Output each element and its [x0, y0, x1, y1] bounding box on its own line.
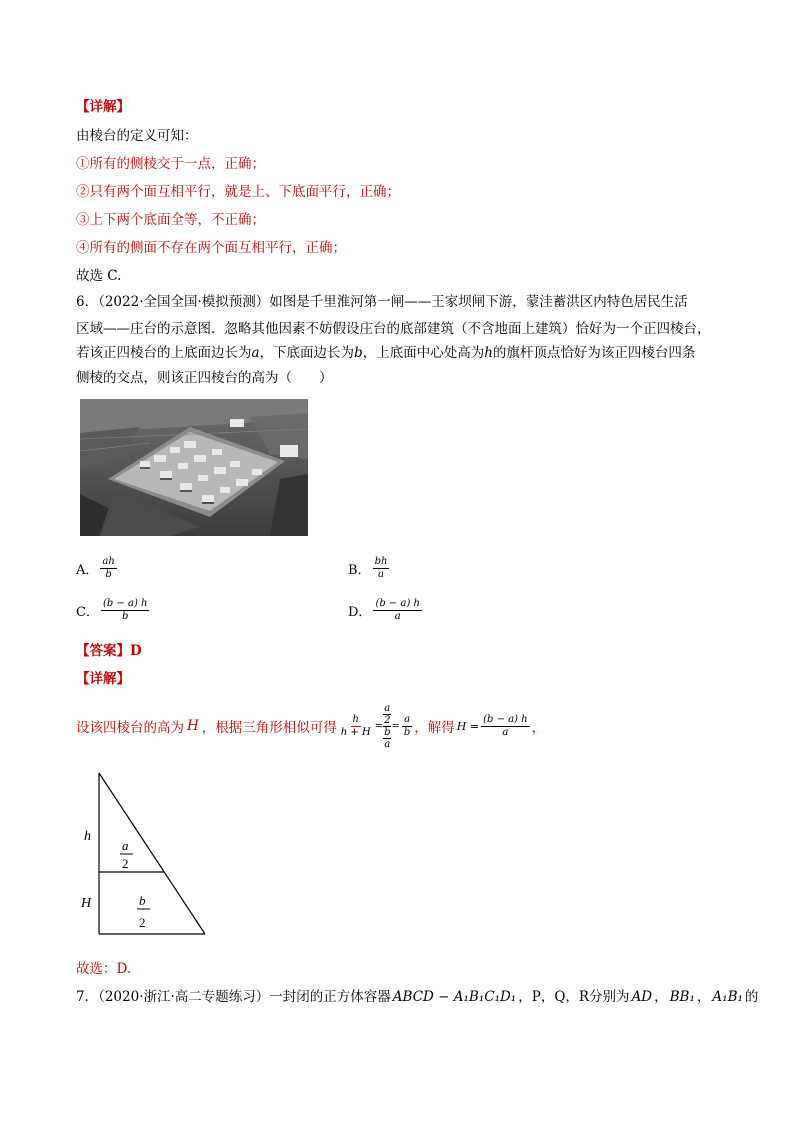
conclusion-2: 故选：D.: [76, 961, 132, 977]
question-6-line-4: 侧棱的交点，则该正四棱台的高为（ ）: [76, 370, 333, 386]
option-c-denominator: b: [122, 611, 129, 622]
hypotenuse: [99, 773, 205, 934]
solution-line: 设该四棱台的高为 H ，根据三角形相似可得 $\frac{h}{h + H}$ = a 2 b a = $\frac{a}{b}$ ，解得 H = $\frac{(b - a) h}{a}$ ，: [76, 702, 546, 750]
statement-3: ③上下两个底面全等，不正确；: [76, 212, 265, 228]
var-b: b: [354, 345, 363, 361]
option-d[interactable]: D． $\frac{(b - a) h}{a}$: [348, 598, 420, 622]
compound-fraction: a 2 b a: [384, 702, 391, 750]
detail-heading-1: 【详解】: [76, 99, 130, 115]
detail-intro: 由棱台的定义可知：: [76, 128, 198, 144]
var-h: h: [484, 345, 493, 361]
var-H: H: [187, 718, 199, 734]
upper-half-num: a: [122, 838, 129, 853]
option-c[interactable]: C． $\frac{(b - a) h}{b}$: [76, 598, 148, 622]
option-d-numerator: (b − a) h: [375, 598, 420, 609]
question-6-line-3: 若该正四棱台的上底面边长为a，下底面边长为b，上底面中心处高为h的旗杆顶点恰好为该正四棱台四条: [76, 345, 696, 361]
option-b-numerator: bh: [374, 556, 388, 567]
label-h: h: [84, 829, 91, 844]
option-a-denominator: b: [105, 569, 112, 580]
answer-label: 【答案】D: [76, 643, 142, 659]
statement-4: ④所有的侧面不存在两个面互相平行，正确；: [76, 240, 346, 256]
question-6-line-2: 区域——庄台的示意图．忽略其他因素不妨假设庄台的底部建筑（不含地面上建筑）恰好为一个正四棱台，: [76, 321, 711, 337]
option-a[interactable]: A． $\frac{ah}{b}$: [76, 556, 115, 580]
lower-half-den: 2: [139, 915, 146, 930]
similar-triangles-diagram: [76, 768, 216, 940]
option-a-numerator: ah: [102, 556, 115, 567]
lower-half-num: b: [139, 893, 146, 908]
label-H: H: [81, 896, 92, 911]
option-b-denominator: a: [378, 569, 384, 580]
option-d-denominator: a: [394, 611, 401, 622]
option-b[interactable]: B． $\frac{bh}{a}$: [348, 556, 388, 580]
zhuangtai-aerial-photo: [80, 399, 308, 536]
conclusion-1: 故选 C.: [76, 268, 122, 284]
question-6-line-1: 6．（2022·全国全国·模拟预测）如图是千里淮河第一闸——王家坝闸下游，蒙洼蓄洪区内特色居民生活: [76, 294, 688, 310]
var-a: a: [251, 345, 260, 361]
similarity-lhs: $\frac{h}{h + H}$: [340, 713, 371, 738]
question-7-line-1: 7．（2020·浙江·高二专题练习）一封闭的正方体容器 ABCD − A₁B₁C₁D₁ ，P，Q，R分别为 AD ， BB₁ ， A₁B₁ 的: [76, 989, 759, 1005]
option-c-numerator: (b − a) h: [102, 598, 148, 609]
statement-2: ②只有两个面互相平行，就是上、下底面平行，正确；: [76, 184, 400, 200]
upper-half-den: 2: [122, 856, 129, 871]
cube-label: ABCD − A₁B₁C₁D₁: [392, 989, 517, 1005]
detail-heading-2: 【详解】: [76, 671, 130, 687]
statement-1: ①所有的侧棱交于一点，正确；: [76, 156, 265, 172]
